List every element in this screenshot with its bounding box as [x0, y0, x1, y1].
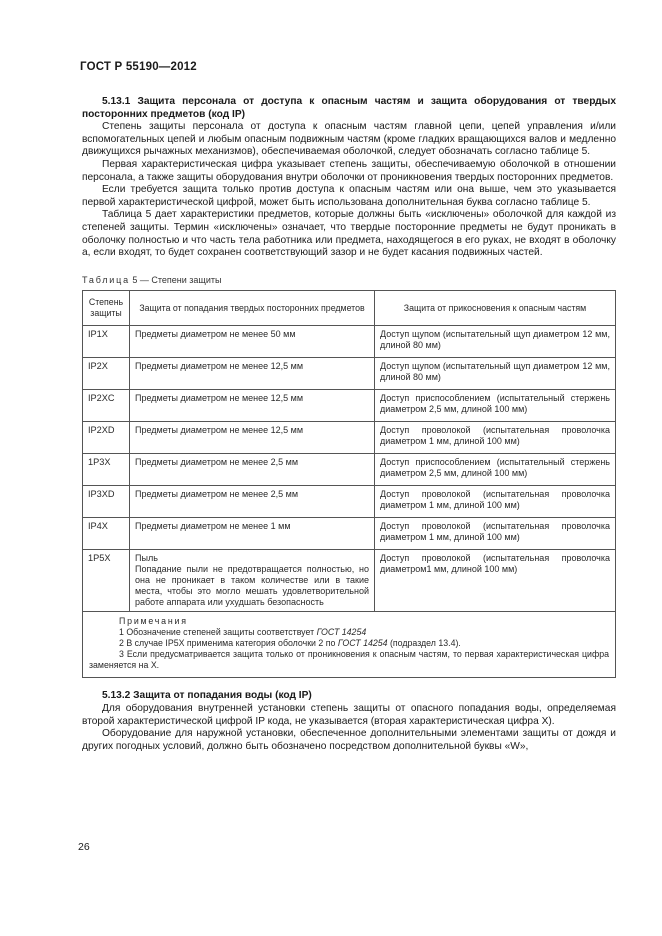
solid-protection-cell: Предметы диаметром не менее 50 мм: [130, 326, 375, 358]
dust-description: Попадание пыли не предотвращается полностью, но она не проникает в таком количестве или в такие места, чтобы это могло мешать удовлетворительной работе аппарата или ухудшать безопасность: [135, 564, 369, 608]
page-number: 26: [78, 841, 90, 853]
table-row: [83, 486, 616, 518]
table-row: [83, 454, 616, 486]
touch-protection-cell: Доступ проволокой (испытательная проволочка диаметром 1 мм, длиной 100 мм): [375, 486, 616, 518]
table-row: [83, 550, 616, 612]
table-header-row: [83, 291, 616, 326]
touch-protection-cell: Доступ проволокой (испытательная проволочка диаметром 1 мм, длиной 100 мм): [375, 422, 616, 454]
section-5-13-1-title: 5.13.1 Защита персонала от доступа к опасным частям и защита оборудования от твердых посторонних предметов (код IP): [82, 96, 616, 120]
solid-protection-cell: Предметы диаметром не менее 1 мм: [130, 518, 375, 550]
solid-protection-cell: Предметы диаметром не менее 12,5 мм: [130, 390, 375, 422]
notes-title: Примечания: [119, 616, 188, 627]
table-row: [83, 390, 616, 422]
ip-code-cell: IP2XD: [83, 422, 130, 454]
section-5-13-2-paragraph: Для оборудования внутренней установки степень защиты от опасного попадания воды, определяемая второй характеристической цифрой IP кода, не указывается (вторая характеристическая цифра X).: [82, 702, 616, 727]
page-content: [82, 96, 616, 753]
column-header: Степень защиты: [83, 291, 130, 326]
touch-protection-cell: Доступ щупом (испытательный щуп диаметром 12 мм, длиной 80 мм): [375, 326, 616, 358]
document-header: ГОСТ Р 55190—2012: [80, 61, 197, 73]
note-3: 3 Если предусматривается защита только от проникновения к опасным частям, то первая характеристическая цифра заменяется на X.: [89, 649, 609, 671]
ip-code-cell: 1P3X: [83, 454, 130, 486]
touch-protection-cell: Доступ приспособлением (испытательный стержень диаметром 2,5 мм, длиной 100 мм): [375, 454, 616, 486]
solid-protection-cell: Предметы диаметром не менее 12,5 мм: [130, 358, 375, 390]
ip-code-cell: IP2X: [83, 358, 130, 390]
column-header: Защита от попадания твердых посторонних предметов: [130, 291, 375, 326]
touch-protection-cell: Доступ щупом (испытательный щуп диаметром 12 мм, длиной 80 мм): [375, 358, 616, 390]
table-row: [83, 358, 616, 390]
solid-protection-cell: Предметы диаметром не менее 12,5 мм: [130, 422, 375, 454]
ip-code-cell: 1P5X: [83, 550, 130, 612]
ip-code-cell: IP3XD: [83, 486, 130, 518]
ip-code-cell: IP1X: [83, 326, 130, 358]
solid-protection-cell: Предметы диаметром не менее 2,5 мм: [130, 454, 375, 486]
section-5-13-1-paragraph: Степень защиты персонала от доступа к опасным частям главной цепи, цепей управления и/или вспомогательных цепей и любым опасным подвижным частям (кроме гладких вращающихся валов и медленно движущихся рычажных механизмов), обеспечиваемая оболочкой, следует обозначать согласно таблице 5.: [82, 121, 616, 158]
dust-label: Пыль: [135, 553, 158, 564]
section-5-13-2-title: 5.13.2 Защита от попадания воды (код IP): [102, 690, 312, 702]
note-2: 2 В случае IP5X применима категория оболочки 2 по ГОСТ 14254 (подраздел 13.4).: [119, 638, 461, 649]
table-row: [83, 518, 616, 550]
ip-code-cell: IP4X: [83, 518, 130, 550]
section-5-13-1-paragraph: Если требуется защита только против доступа к опасным частям или она выше, чем это указывается первой характеристической цифрой, может быть использована дополнительная буква согласно таблице 5.: [82, 184, 616, 208]
note-1: 1 Обозначение степеней защиты соответствует ГОСТ 14254: [119, 627, 367, 638]
table-row: [83, 326, 616, 358]
protection-degrees-table: [82, 290, 616, 678]
touch-protection-cell: Доступ приспособлением (испытательный стержень диаметром 2,5 мм, длиной 100 мм): [375, 390, 616, 422]
standard-reference: ГОСТ 14254: [337, 638, 388, 649]
section-5-13-2: [82, 690, 616, 753]
section-5-13-1-paragraph: Первая характеристическая цифра указывает степень защиты, обеспечиваемую оболочкой в отношении персонала, а также защиты оборудования внутри оболочки от проникновения твердых посторонних предметов.: [82, 158, 616, 183]
solid-protection-cell: [130, 550, 375, 612]
table-caption: Таблица 5 — Степени защиты: [82, 274, 222, 285]
standard-reference: ГОСТ 14254: [316, 627, 367, 638]
table-notes-row: [83, 612, 616, 678]
table-notes: [83, 612, 616, 678]
section-5-13-1-paragraph: Таблица 5 дает характеристики предметов, которые должны быть «исключены» оболочкой для каждой из степеней защиты. Термин «исключены» означает, что твердые посторонние предметы не будут проникать в оболочку полностью и что часть тела работника или предмета, находящегося в его руках, не входят в оболочку а, если входят, то будет сохранен соответствующий зазор и не будет касания подвижных частей.: [82, 209, 616, 259]
section-5-13-2-paragraph: Оборудование для наружной установки, обеспеченное дополнительными элементами защиты от дождя и других погодных условий, должно быть обозначено посредством дополнительной буквы «W»,: [82, 728, 616, 752]
touch-protection-cell: Доступ проволокой (испытательная проволочка диаметром 1 мм, длиной 100 мм): [375, 518, 616, 550]
column-header: Защита от прикосновения к опасным частям: [375, 291, 616, 326]
solid-protection-cell: Предметы диаметром не менее 2,5 мм: [130, 486, 375, 518]
table-row: [83, 422, 616, 454]
touch-protection-cell: Доступ проволокой (испытательная проволочка диаметром1 мм, длиной 100 мм): [375, 550, 616, 612]
ip-code-cell: IP2XC: [83, 390, 130, 422]
